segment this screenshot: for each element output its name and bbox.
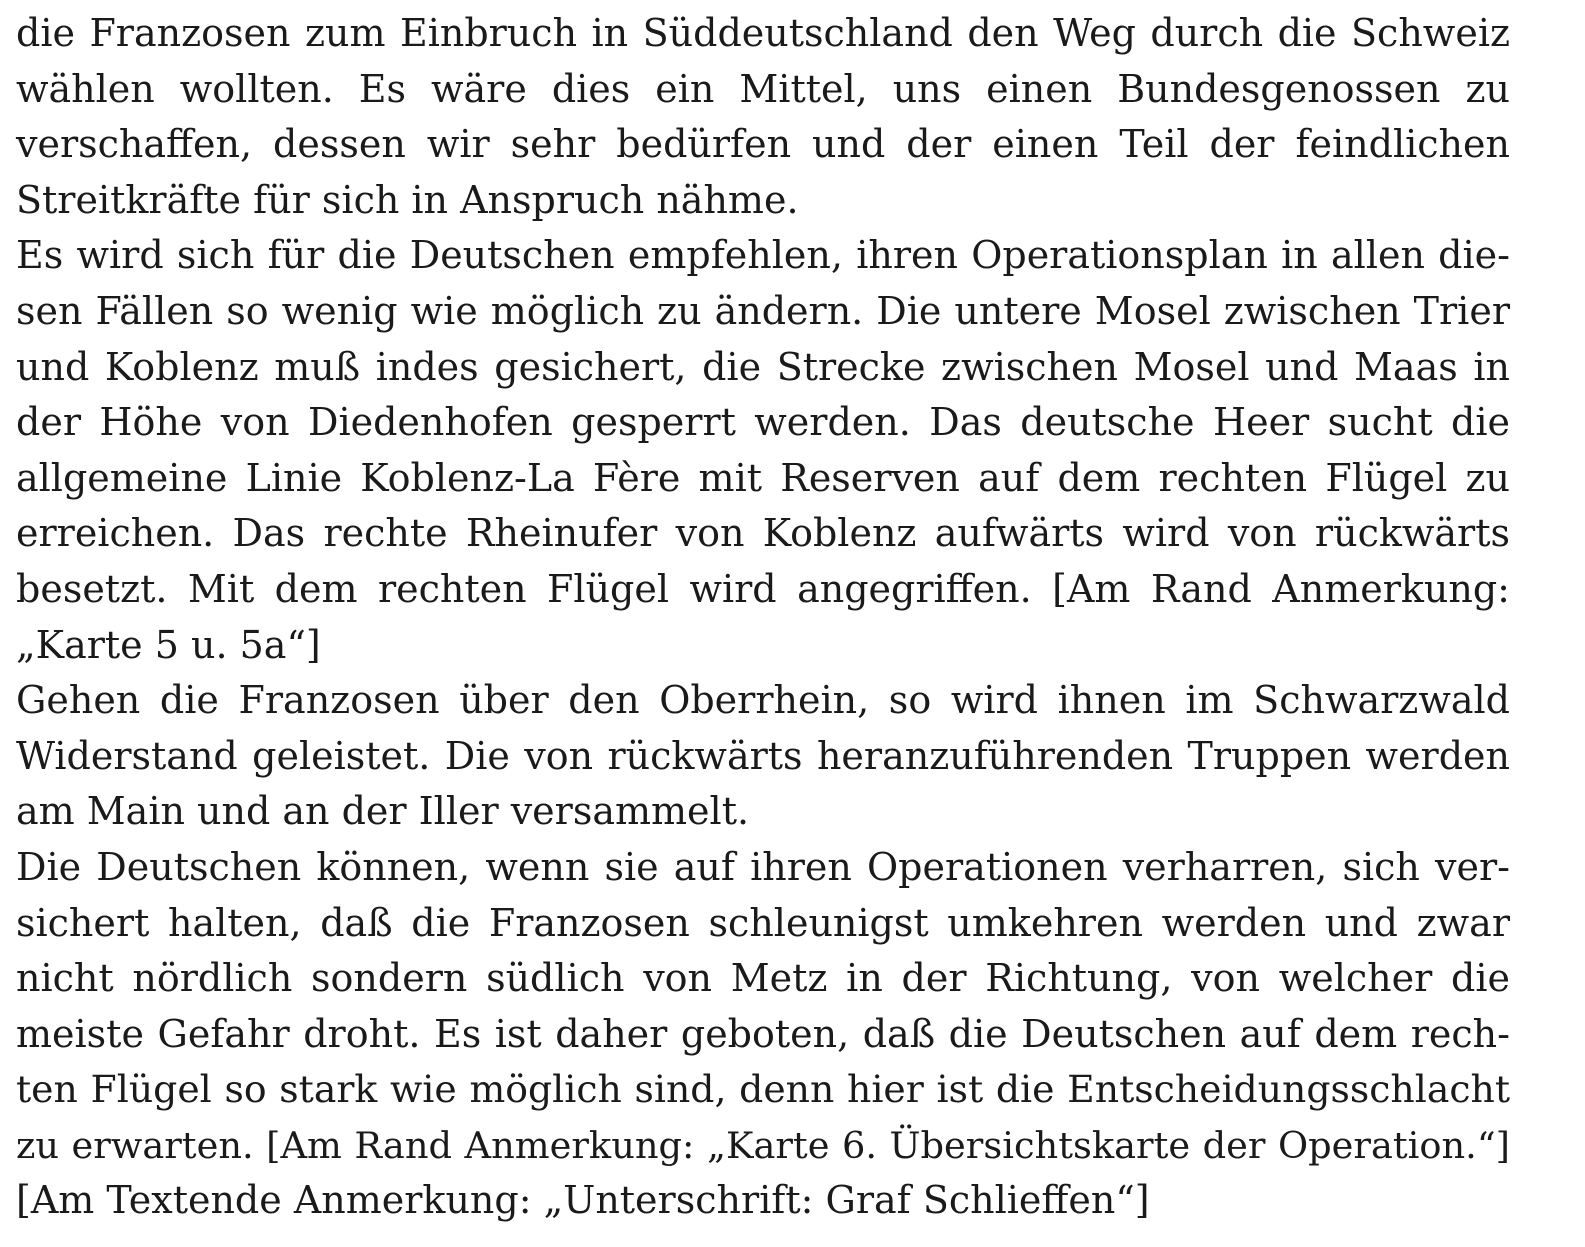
text-line: sichert halten, daß die Franzosen schleunigst umkehren werden und zwar [16,900,1510,945]
text-line: die Franzosen zum Einbruch in Süddeutschland den Weg durch die Schweiz [16,11,1510,55]
document-page [16,6,1510,1229]
paragraph-1 [16,6,1510,228]
text-line: am Main und an der Iller versammelt. [16,789,750,834]
paragraph-4 [16,840,1510,1229]
text-line: sen Fällen so wenig wie möglich zu ändern. Die untere Mosel zwischen Trier [16,288,1510,333]
text-line: Die Deutschen können, wenn sie auf ihren Operationen verharren, sich ver- [16,844,1510,889]
text-line: verschaffen, dessen wir sehr bedürfen und der einen Teil der feindlichen [16,122,1510,167]
text-line: „Karte 5 u. 5a“] [16,622,321,667]
text-line: Streitkräfte für sich in Anspruch nähme. [16,177,799,222]
text-line: [Am Textende Anmerkung: „Unterschrift: Graf Schlieffen“] [16,1178,1150,1223]
paragraph-2 [16,228,1510,673]
text-line: Gehen die Franzosen über den Oberrhein, so wird ihnen im Schwarzwald [16,678,1510,723]
text-line: allgemeine Linie Koblenz-La Fère mit Reserven auf dem rechten Flügel zu [16,455,1510,500]
text-line: Es wird sich für die Deutschen empfehlen, ihren Operationsplan in allen die- [16,233,1510,278]
text-line: meiste Gefahr droht. Es ist daher geboten, daß die Deutschen auf dem rech- [16,1011,1510,1056]
text-line: besetzt. Mit dem rechten Flügel wird angegriffen. [Am Rand Anmerkung: [16,566,1510,611]
text-line: und Koblenz muß indes gesichert, die Strecke zwischen Mosel und Maas in [16,344,1510,389]
text-line: Widerstand geleistet. Die von rückwärts heranzuführenden Truppen werden [16,733,1510,778]
paragraph-3 [16,673,1510,840]
text-line: erreichen. Das rechte Rheinufer von Koblenz aufwärts wird von rückwärts [16,511,1510,556]
text-line: der Höhe von Diedenhofen gesperrt werden. Das deutsche Heer sucht die [16,400,1510,445]
text-line: zu erwarten. [Am Rand Anmerkung: „Karte 6. Übersichtskarte der Operation.“] [16,1123,1510,1167]
text-line: ten Flügel so stark wie möglich sind, denn hier ist die Entscheidungsschlacht [16,1067,1510,1112]
text-line: wählen wollten. Es wäre dies ein Mittel, uns einen Bundesgenossen zu [16,66,1510,111]
text-line: nicht nördlich sondern südlich von Metz in der Richtung, von welcher die [16,956,1510,1001]
